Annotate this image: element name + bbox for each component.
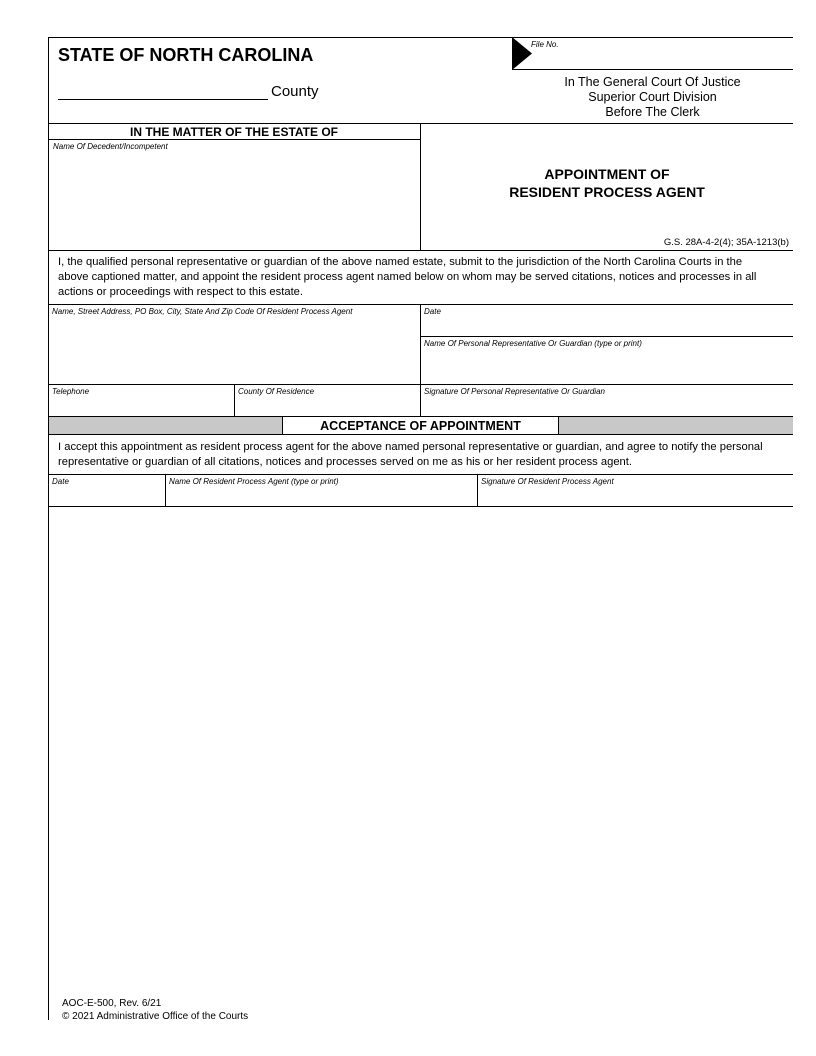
rep-name-label: Name Of Personal Representative Or Guardian (type or print)	[424, 339, 642, 348]
court-line-1: In The General Court Of Justice	[564, 75, 741, 89]
form-title-line-2: RESIDENT PROCESS AGENT	[509, 184, 705, 200]
copyright: © 2021 Administrative Office of the Courts	[62, 1011, 249, 1022]
county-input[interactable]	[58, 82, 268, 100]
state-title: STATE OF NORTH CAROLINA	[58, 45, 314, 65]
county-underline	[58, 99, 268, 100]
date-bottom-line	[420, 336, 793, 337]
estate-heading-underline	[48, 139, 420, 140]
agent-address-input[interactable]	[52, 319, 416, 381]
county-residence-label: County Of Residence	[238, 387, 315, 396]
estate-heading: IN THE MATTER OF THE ESTATE OF	[130, 125, 338, 139]
statute-citation: G.S. 28A-4-2(4); 35A-1213(b)	[663, 237, 789, 248]
decedent-name-input[interactable]	[52, 154, 416, 246]
acceptance-divider-2	[477, 474, 478, 506]
telephone-divider	[234, 384, 235, 416]
telephone-input[interactable]	[52, 398, 230, 414]
acceptance-heading-right-edge	[558, 417, 559, 434]
acceptance-bar-left	[49, 417, 282, 434]
acceptance-date-label: Date	[52, 477, 69, 486]
agent-signature-area[interactable]	[481, 488, 789, 504]
acceptance-divider-1	[165, 474, 166, 506]
acceptance-row-bottom-line	[48, 506, 793, 507]
statement-top-line	[48, 250, 793, 251]
agent-address-label: Name, Street Address, PO Box, City, State And Zip Code Of Resident Process Agent	[52, 307, 353, 316]
acceptance-statement: I accept this appointment as resident process agent for the above named personal representative or guardian, and agree to notify the personal representative or guardian of all citations, notices and processes served on me as his or her resident process agent.	[58, 441, 763, 468]
court-line-2: Superior Court Division	[588, 90, 717, 104]
date-label: Date	[424, 307, 441, 316]
telephone-label: Telephone	[52, 387, 90, 396]
agent-section-divider	[420, 304, 421, 416]
form-title	[421, 165, 793, 201]
decedent-label: Name Of Decedent/Incompetent	[53, 142, 168, 151]
acceptance-heading: ACCEPTANCE OF APPOINTMENT	[320, 419, 521, 433]
agent-name-label: Name Of Resident Process Agent (type or print)	[169, 477, 339, 486]
frame-top-border	[48, 37, 793, 38]
acceptance-bar-right	[559, 417, 793, 434]
rep-name-input[interactable]	[424, 352, 789, 380]
telephone-row-top-line	[48, 384, 793, 385]
agent-signature-label: Signature Of Resident Process Agent	[481, 477, 614, 486]
rep-signature-area[interactable]	[424, 398, 789, 414]
file-no-label: File No.	[531, 40, 559, 49]
file-no-arrow-icon	[512, 37, 532, 70]
acceptance-row-top-line	[48, 474, 793, 475]
file-no-underline	[512, 69, 793, 70]
appointment-date-input[interactable]	[424, 318, 789, 335]
court-block	[512, 75, 793, 120]
frame-left-border	[48, 37, 49, 1020]
county-residence-input[interactable]	[238, 398, 416, 414]
form-title-line-1: APPOINTMENT OF	[544, 166, 670, 182]
county-label: County	[271, 83, 319, 100]
appointment-statement: I, the qualified personal representative or guardian of the above named estate, submit to the jurisdiction of the North Carolina Courts in the above captioned matter, and appoint the resident process agent named below on whom may be served citations, notices and processes in all actions or proceedings with respect to this estate.	[58, 256, 757, 298]
acceptance-bar-bottom-line	[48, 434, 793, 435]
form-number: AOC-E-500, Rev. 6/21	[62, 998, 162, 1009]
acceptance-date-input[interactable]	[52, 488, 162, 504]
rep-signature-label: Signature Of Personal Representative Or Guardian	[424, 387, 605, 396]
file-no-input[interactable]	[531, 50, 791, 68]
agent-name-input[interactable]	[169, 488, 473, 504]
court-line-3: Before The Clerk	[605, 105, 700, 119]
